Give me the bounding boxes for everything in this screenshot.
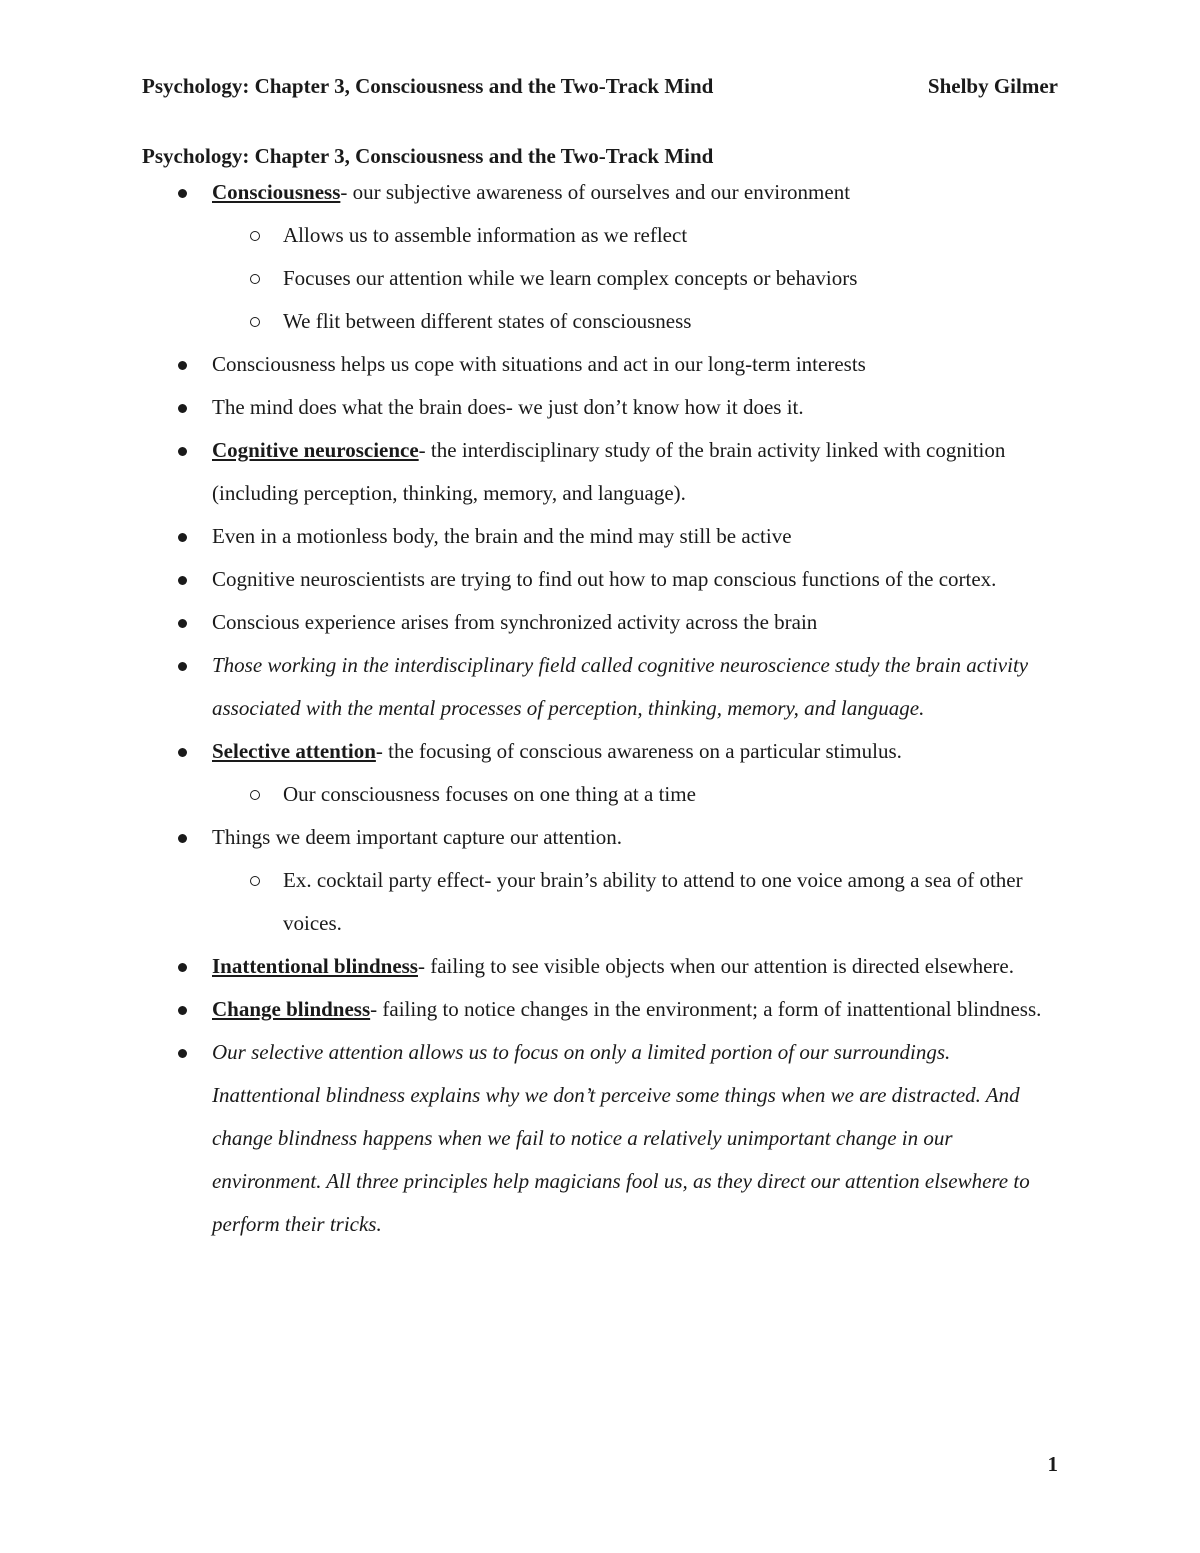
italic-summary: Our selective attention allows us to focus on only a limited portion of our surroundings. Inattentional blindness explains why we don’t perceive some things when we are distracted. And change blindness happens when we fail to notice a relatively unimportant change in our environment. All three principles help magicians fool us, as they direct our attention elsewhere to perform their tricks. xyxy=(212,1040,1030,1236)
list-item xyxy=(142,988,1062,1031)
item-text: Even in a motionless body, the brain and the mind may still be active xyxy=(212,524,792,548)
bullet-icon xyxy=(178,533,187,542)
list-item xyxy=(142,558,1062,601)
sub-list xyxy=(212,859,1062,945)
bullet-icon xyxy=(178,963,187,972)
notes-list xyxy=(142,171,1062,1246)
sub-list xyxy=(212,214,1062,343)
bullet-icon xyxy=(178,662,187,671)
key-term: Inattentional blindness xyxy=(212,954,418,978)
sub-item-text: Focuses our attention while we learn complex concepts or behaviors xyxy=(283,266,858,290)
key-term: Cognitive neuroscience xyxy=(212,438,419,462)
bullet-icon xyxy=(178,834,187,843)
bullet-icon xyxy=(178,361,187,370)
running-header xyxy=(142,71,1058,101)
list-item xyxy=(142,945,1062,988)
sub-list-item xyxy=(212,773,1062,816)
key-term: Selective attention xyxy=(212,739,376,763)
sub-item-text: We flit between different states of consciousness xyxy=(283,309,692,333)
item-text: The mind does what the brain does- we just don’t know how it does it. xyxy=(212,395,804,419)
sub-list xyxy=(212,773,1062,816)
bullet-icon xyxy=(178,447,187,456)
sub-item-text: Our consciousness focuses on one thing at a time xyxy=(283,782,696,806)
header-author: Shelby Gilmer xyxy=(927,74,1058,98)
bullet-icon xyxy=(178,748,187,757)
bullet-icon xyxy=(178,189,187,198)
bullet-icon xyxy=(178,576,187,585)
list-item xyxy=(142,816,1062,945)
hollow-bullet-icon xyxy=(250,790,260,800)
list-item xyxy=(142,601,1062,644)
hollow-bullet-icon xyxy=(250,317,260,327)
item-text: - our subjective awareness of ourselves and our environment xyxy=(340,180,851,204)
sub-item-text: Ex. cocktail party effect- your brain’s ability to attend to one voice among a sea of other voices. xyxy=(283,868,1023,935)
item-text: - the focusing of conscious awareness on a particular stimulus. xyxy=(375,739,902,763)
sub-list-item xyxy=(212,214,1062,257)
key-term: Consciousness xyxy=(212,180,341,204)
header-title: Psychology: Chapter 3, Consciousness and the Two-Track Mind xyxy=(142,74,714,98)
list-item xyxy=(142,644,1062,730)
sub-item-text: Allows us to assemble information as we reflect xyxy=(283,223,688,247)
bullet-icon xyxy=(178,404,187,413)
bullet-icon xyxy=(178,619,187,628)
item-text: - failing to notice changes in the environment; a form of inattentional blindness. xyxy=(370,997,1042,1021)
document-title: Psychology: Chapter 3, Consciousness and the Two-Track Mind xyxy=(142,144,714,168)
italic-summary: Those working in the interdisciplinary field called cognitive neuroscience study the brain activity associated with the mental processes of perception, thinking, memory, and language. xyxy=(212,653,1029,720)
sub-list-item xyxy=(212,859,1062,945)
list-item xyxy=(142,515,1062,558)
hollow-bullet-icon xyxy=(250,876,260,886)
key-term: Change blindness xyxy=(212,997,371,1021)
hollow-bullet-icon xyxy=(250,231,260,241)
document-body xyxy=(142,141,1062,1246)
item-text: - failing to see visible objects when our attention is directed elsewhere. xyxy=(417,954,1014,978)
item-text: Conscious experience arises from synchronized activity across the brain xyxy=(212,610,818,634)
list-item xyxy=(142,171,1062,343)
hollow-bullet-icon xyxy=(250,274,260,284)
page-number: 1 xyxy=(1047,1452,1058,1476)
list-item xyxy=(142,429,1062,515)
bullet-icon xyxy=(178,1006,187,1015)
list-item xyxy=(142,386,1062,429)
list-item xyxy=(142,1031,1062,1246)
item-text: Things we deem important capture our attention. xyxy=(212,825,622,849)
sub-list-item xyxy=(212,300,1062,343)
sub-list-item xyxy=(212,257,1062,300)
bullet-icon xyxy=(178,1049,187,1058)
item-text: Cognitive neuroscientists are trying to find out how to map conscious functions of the cortex. xyxy=(212,567,997,591)
list-item xyxy=(142,343,1062,386)
item-text: Consciousness helps us cope with situations and act in our long-term interests xyxy=(212,352,866,376)
item-text: - the interdisciplinary study of the brain activity linked with cognition (including perception, thinking, memory, and language). xyxy=(212,438,1006,505)
list-item xyxy=(142,730,1062,816)
